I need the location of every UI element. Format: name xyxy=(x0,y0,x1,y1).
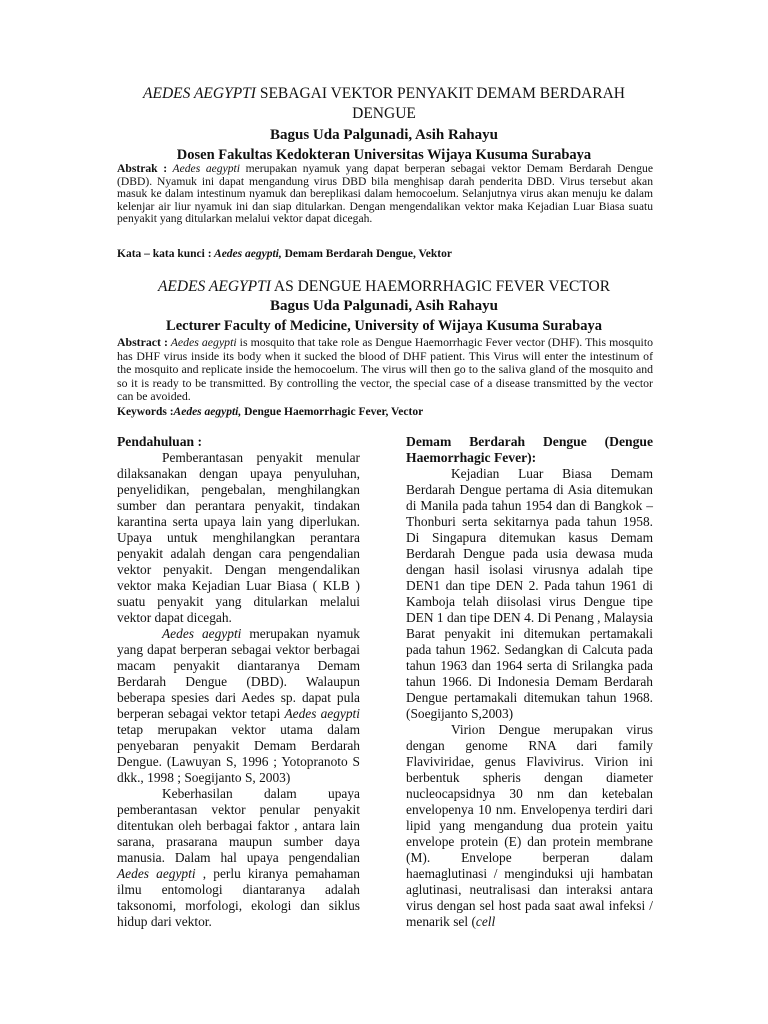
authors-english: Bagus Uda Palgunadi, Asih Rahayu xyxy=(269,298,498,314)
italic-term: cell xyxy=(475,914,496,929)
paragraph-text: merupakan nyamuk yang dapat berperan sebagai vektor berbagai macam penyakit diantaranya Demam Berdarah Dengue (DBD). Walaupun beberapa spesies dari Aedes sp. dapat pula berperan sebagai vektor tetapi xyxy=(117,626,361,721)
title-italic-species: AEDES AEGYPTI xyxy=(143,85,256,102)
keywords-en-species: Aedes aegypti, xyxy=(173,406,242,418)
paragraph xyxy=(406,722,653,930)
paragraph-text: Keberhasilan dalam upaya pemberantasan vektor penular penyakit ditentukan oleh berbagai faktor , antara lain sarana, prasarana maupun sumber daya manusia. Dalam hal upaya pengendalian xyxy=(117,786,360,865)
abstract-text: merupakan nyamuk yang dapat berperan sebagai vektor Demam Berdarah Dengue (DBD). Nyamuk ini dapat mengandung virus DBD bila menghisap darah penderita DBD. Virus tersebut akan masuk ke dalam intestinum nyamuk dan bereplikasi dalam hemocoelum. Selanjutnya virus akan menuju ke dalam kelenjar air liur nyamuk ini dan siap ditularkan. Dengan mengendalikan vektor maka Kejadian Luar Biasa suatu penyakit yang ditularkan melalui vektor dapat dicegah. xyxy=(117,162,653,226)
paragraph: Kejadian Luar Biasa Demam Berdarah Dengue pertama di Asia ditemukan di Manila pada tahun 1954 dan di Bangkok –Thonburi serta sekitarnya pada tahun 1958. Di Singapura ditemukan kasus Demam Berdarah Dengue pada usia dewasa muda dengan hasil isolasi virusnya adalah tipe DEN1 dan tipe DEN 2. Pada tahun 1961 di Kamboja telah diisolasi virus Dengue tipe DEN 1 dan tipe DEN 4. Di Penang , Malaysia Barat penyakit ini ditemukan pertamakali pada tahun 1962. Sedangkan di Calcuta pada tahun 1963 dan 1964 serta di Srilangka pada tahun 1966. Di Indonesia Demam Berdarah Dengue pertamakali ditemukan tahun 1968. (Soegijanto S,2003) xyxy=(406,466,653,721)
abstract-en-text: is mosquito that take role as Dengue Haemorrhagic Fever vector (DHF). This mosquito has DHF virus inside its body when it sucked the blood of DHF patient. This Virus will enter the intestinum of the mosquito and replicate inside the hemocoelum. The virus will then go to the saliva gland of the mosquito and so it is ready to be transmitted. By controlling the vector, the special case of a disease transmitted by the vector can be avoided. xyxy=(117,335,654,404)
keywords-indonesian xyxy=(117,248,657,260)
title-line-1 xyxy=(60,84,708,104)
keywords-en-text: Dengue Haemorrhagic Fever, Vector xyxy=(241,406,424,418)
paragraph xyxy=(117,626,360,786)
abstract-species: Aedes aegypti xyxy=(167,162,240,175)
left-column xyxy=(117,434,360,930)
affiliation-indonesian: Dosen Fakultas Kedokteran Universitas Wijaya Kusuma Surabaya xyxy=(176,147,592,163)
abstract-label: Abstrak : xyxy=(117,162,168,175)
authors-indonesian: Bagus Uda Palgunadi, Asih Rahayu xyxy=(269,127,498,143)
abstract-english xyxy=(117,336,653,404)
section-heading-dhf: Demam Berdarah Dengue (Dengue Haemorrhagic Fever): xyxy=(406,434,653,465)
keywords-en-label: Keywords : xyxy=(117,406,174,418)
title-text: SEBAGAI VEKTOR PENYAKIT DEMAM BERDARAH xyxy=(255,85,625,102)
species-name: Aedes aegypti xyxy=(162,626,242,641)
keywords-label: Kata – kata kunci : xyxy=(117,248,212,260)
keywords-english xyxy=(117,406,657,418)
species-name: Aedes aegypti xyxy=(284,706,360,721)
keywords-text: Demam Berdarah Dengue, Vektor xyxy=(281,248,452,260)
title-english xyxy=(60,277,708,297)
title-line-2: DENGUE xyxy=(352,105,416,122)
title-en-text: AS DENGUE HAEMORRHAGIC FEVER VECTOR xyxy=(270,278,611,295)
paragraph-text: Virion Dengue merupakan virus dengan genome RNA dari family Flaviviridae, genus Flavivirus. Virion ini berbentuk spheris dengan diameter nucleocapsidnya 30 nm dan ketebalan envelopenya 10 nm. Envelopenya terdiri dari lipid yang mengandung dua protein yaitu envelope protein (E) dan protein membrane (M). Envelope berperan dalam haemaglutinasi / menginduksi uji hambatan aglutinasi, neutralisasi dan interaksi antara virus dengan sel host pada saat awal infeksi / menarik sel ( xyxy=(406,722,653,929)
abstract-en-species: Aedes aegypti xyxy=(167,335,237,349)
abstract-en-label: Abstract : xyxy=(117,335,168,349)
title-en-italic-species: AEDES AEGYPTI xyxy=(157,278,271,295)
species-name: Aedes aegypti xyxy=(117,866,196,881)
right-column xyxy=(406,434,653,930)
paragraph-text: , perlu kiranya pemahaman ilmu entomologi diantaranya adalah taksonomi, morfologi, ekologi dan siklus hidup dari vektor. xyxy=(117,866,360,929)
affiliation-english: Lecturer Faculty of Medicine, University of Wijaya Kusuma Surabaya xyxy=(166,318,602,334)
paragraph-text: tetap merupakan vektor utama dalam penyebaran penyakit Demam Berdarah Dengue. (Lawuyan S, 1996 ; Yotopranoto S dkk., 1998 ; Soegijanto S, 2003) xyxy=(117,722,360,785)
keywords-species: Aedes aegypti, xyxy=(211,248,282,260)
paragraph: Pemberantasan penyakit menular dilaksanakan dengan upaya penyuluhan, penyelidikan, pengebalan, menghilangkan sumber dan perantara penyakit, tindakan karantina serta upaya lain yang diperlukan. Upaya untuk menghilangkan perantara penyakit adalah dengan cara pengendalian vektor penyakit. Dengan mengendalikan vektor maka Kejadian Luar Biasa ( KLB ) suatu penyakit yang ditularkan melalui vektor dapat dicegah. xyxy=(117,450,360,625)
section-heading-introduction: Pendahuluan : xyxy=(117,434,202,449)
abstract-indonesian xyxy=(117,163,653,226)
title-indonesian xyxy=(60,84,708,124)
paragraph xyxy=(117,786,360,930)
